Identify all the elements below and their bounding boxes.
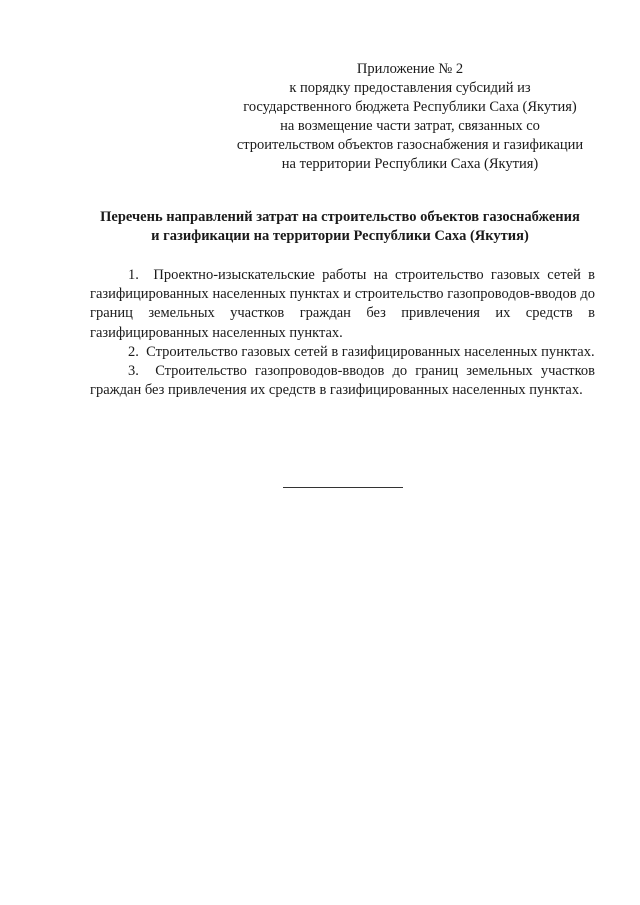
list-item-text: Строительство газопроводов-вводов до границ земельных участков граждан без привлечения их средств в газифицированных населенных пунктах. [90,363,595,399]
list-item-number: 2. [128,343,139,360]
list-item [90,266,595,343]
document-title [70,208,610,246]
list-item-text: Строительство газовых сетей в газифицированных населенных пунктах. [146,343,595,360]
expense-list [90,266,595,400]
appendix-line: на возмещение части затрат, связанных со [280,118,540,134]
appendix-line: на территории Республики Саха (Якутия) [281,156,539,172]
list-item-text: Проектно-изыскательские работы на строительство газовых сетей в газифицированных населенных пунктах и строительство газопроводов-вводов до границ земельных участков граждан без привлечения их средств в газифицированных населенных пунктах. [90,267,595,341]
document-title-line: и газификации на территории Республики Саха (Якутия) [151,228,529,244]
document-title-line: Перечень направлений затрат на строительство объектов газоснабжения [100,209,580,225]
appendix-line: государственного бюджета Республики Саха (Якутия) [243,99,577,115]
appendix-header [200,60,620,174]
closing-divider [283,487,403,488]
list-item [90,362,595,400]
list-item-number: 3. [128,363,139,380]
appendix-number: Приложение № 2 [356,61,464,77]
list-item-number: 1. [128,267,139,283]
appendix-line: к порядку предоставления субсидий из [289,80,531,96]
list-item [90,343,595,362]
appendix-line: строительством объектов газоснабжения и газификации [236,137,584,153]
